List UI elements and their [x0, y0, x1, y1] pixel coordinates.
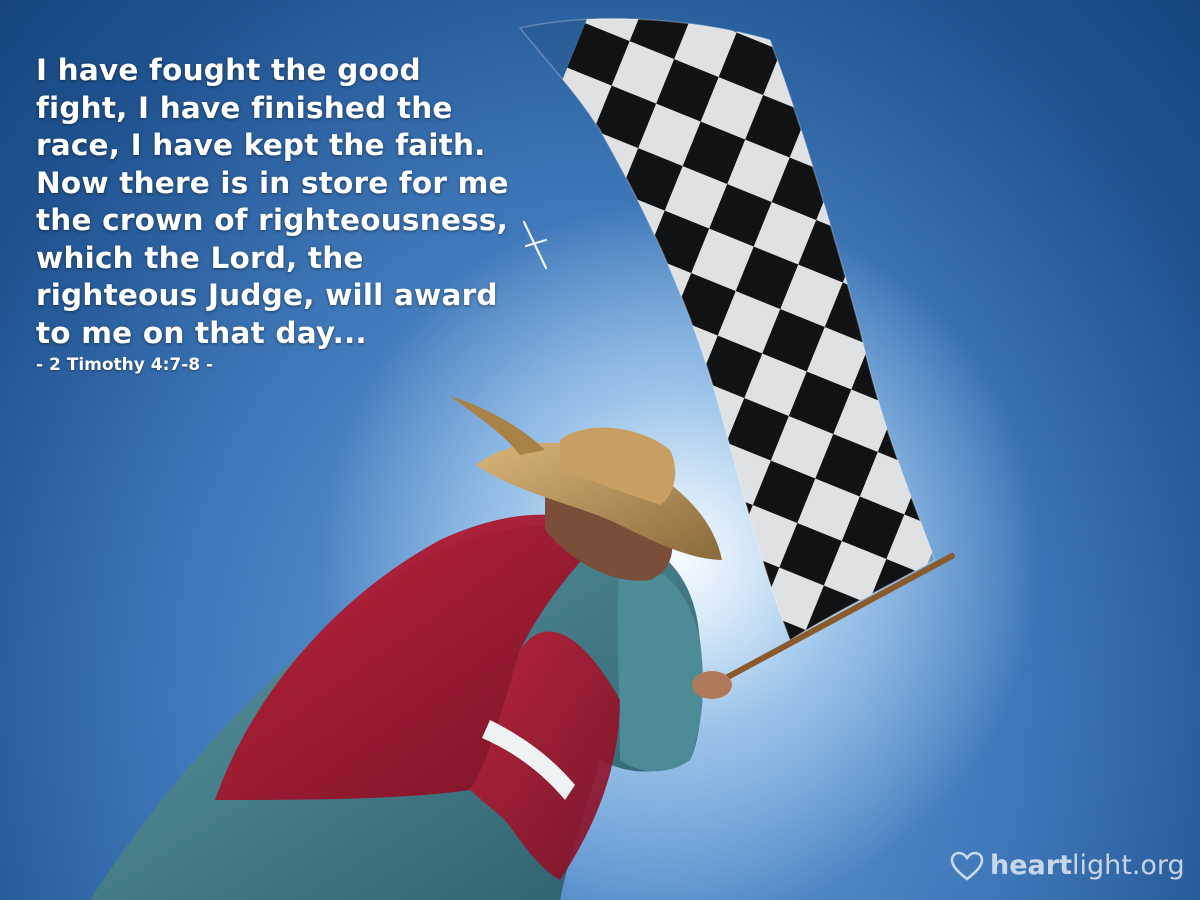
heart-icon [950, 851, 984, 881]
verse-reference: - 2 Timothy 4:7-8 - [36, 355, 214, 375]
verse-text: I have fought the good fight, I have finished the race, I have kept the faith. Now there is in store for me the crown of righteousness, which the Lord, the righteous Judge, will award to me on that day... [36, 53, 509, 350]
watermark-brand-light: light.org [1071, 850, 1185, 881]
heartlight-watermark [950, 850, 1185, 881]
watermark-brand-bold: heart [990, 850, 1072, 881]
person-waving-flag [90, 396, 732, 900]
